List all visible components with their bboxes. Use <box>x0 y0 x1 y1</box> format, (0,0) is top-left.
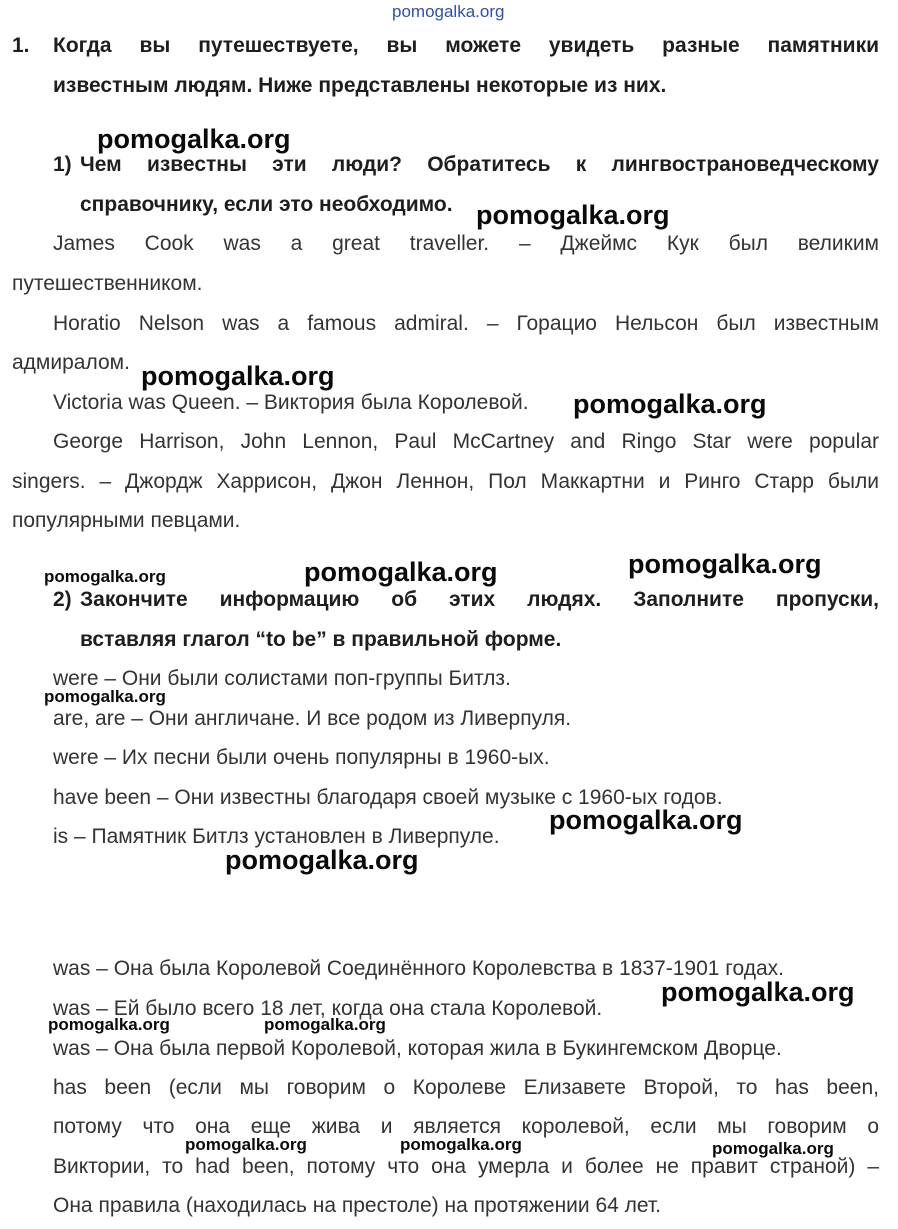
watermark: pomogalka.org <box>225 845 419 875</box>
watermark: pomogalka.org <box>661 977 855 1007</box>
answer-cook-line2: путешественником. <box>12 272 203 295</box>
question-title-line2: известным людям. Ниже представлены некоторые из них. <box>53 74 667 97</box>
part1-number: 1) <box>53 153 72 176</box>
victoria-answer-1: was – Она была Королевой Соединённого Королевства в 1837-1901 годах. <box>53 957 784 980</box>
watermark: pomogalka.org <box>141 361 335 391</box>
question-title-line1: Когда вы путешествуете, вы можете увидеть разные памятники <box>53 34 879 57</box>
watermark: pomogalka.org <box>573 389 767 419</box>
watermark: pomogalka.org <box>48 1015 170 1034</box>
watermark: pomogalka.org <box>549 805 743 835</box>
answer-beatles-line2: singers. – Джордж Харрисон, Джон Леннон, Пол Маккартни и Ринго Старр были <box>12 470 879 493</box>
answer-beatles-line1: George Harrison, John Lennon, Paul McCartney and Ringo Star were popular <box>53 430 879 453</box>
victoria-answer-3: was – Она была первой Королевой, которая жила в Букингемском Дворце. <box>53 1037 782 1060</box>
beatles-answer-4: have been – Они известны благодаря своей музыке с 1960-ых годов. <box>53 786 723 809</box>
victoria-answer-4-line1: has been (если мы говорим о Королеве Елизавете Второй, то has been, <box>53 1076 879 1099</box>
watermark: pomogalka.org <box>476 200 670 230</box>
victoria-answer-4-line2: потому что она еще жива и является королевой, если мы говорим о <box>53 1115 879 1138</box>
watermark: pomogalka.org <box>97 124 291 154</box>
watermark: pomogalka.org <box>628 549 822 579</box>
beatles-answer-5: is – Памятник Битлз установлен в Ливерпуле. <box>53 825 500 848</box>
beatles-answer-2: are, are – Они англичане. И все родом из Ливерпуля. <box>53 707 572 730</box>
part1-title-line2: справочнику, если это необходимо. <box>80 193 453 216</box>
watermark: pomogalka.org <box>400 1135 522 1154</box>
top-watermark: pomogalka.org <box>392 2 505 21</box>
watermark: pomogalka.org <box>185 1135 307 1154</box>
part1-title-line1: Чем известны эти люди? Обратитесь к лингвострановедческому <box>80 153 879 176</box>
answer-victoria: Victoria was Queen. – Виктория была Королевой. <box>53 391 529 414</box>
victoria-answer-4-line4: Она правила (находилась на престоле) на протяжении 64 лет. <box>53 1194 662 1217</box>
watermark: pomogalka.org <box>264 1015 386 1034</box>
part2-title-line1: Закончите информацию об этих людях. Заполните пропуски, <box>80 588 879 611</box>
answer-cook-line1: James Cook was a great traveller. – Джеймс Кук был великим <box>53 232 879 255</box>
beatles-answer-1: were – Они были солистами поп-группы Битлз. <box>53 667 511 690</box>
watermark: pomogalka.org <box>712 1139 834 1158</box>
question-number: 1. <box>12 34 30 57</box>
part2-number: 2) <box>53 588 72 611</box>
part2-title-line2: вставляя глагол “to be” в правильной форме. <box>80 628 562 651</box>
answer-beatles-line3: популярными певцами. <box>12 509 241 532</box>
victoria-answer-2: was – Ей было всего 18 лет, когда она стала Королевой. <box>53 997 603 1020</box>
victoria-answer-4-line3: Виктории, то had been, потому что она умерла и более не правит страной) – <box>53 1155 879 1178</box>
beatles-answer-3: were – Их песни были очень популярны в 1960-ых. <box>53 746 550 769</box>
watermark: pomogalka.org <box>44 567 166 586</box>
answer-nelson-line2: адмиралом. <box>12 351 130 374</box>
answer-nelson-line1: Horatio Nelson was a famous admiral. – Горацио Нельсон был известным <box>53 312 879 335</box>
watermark: pomogalka.org <box>44 687 166 706</box>
watermark: pomogalka.org <box>304 557 498 587</box>
